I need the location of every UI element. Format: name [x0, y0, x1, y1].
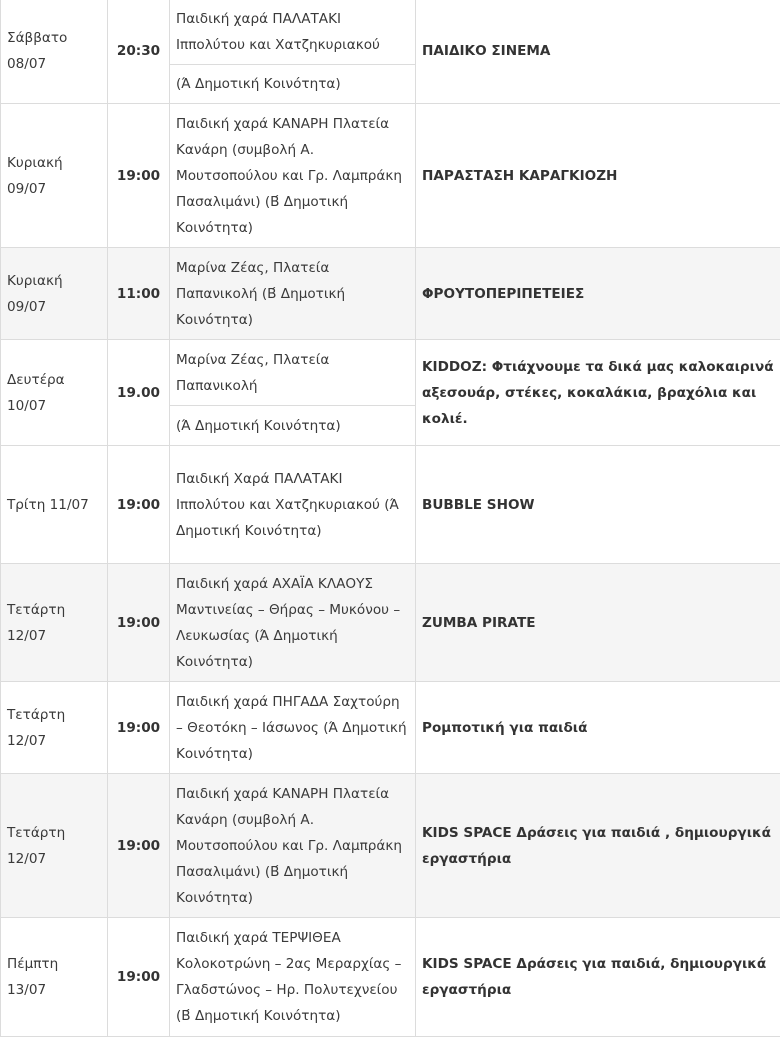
time-cell: 19:00 — [108, 682, 170, 774]
event-cell: KIDS SPACE Δράσεις για παιδιά , δημιουργικά εργαστήρια — [416, 774, 780, 918]
time-cell: 11:00 — [108, 248, 170, 340]
time-cell: 19:00 — [108, 774, 170, 918]
event-cell: ΦΡΟΥΤΟΠΕΡΙΠΕΤΕΙΕΣ — [416, 248, 780, 340]
table-row — [1, 918, 780, 1037]
place-cell: Παιδική χαρά ΠΑΛΑΤΑΚΙ Ιππολύτου και Χατζηκυριακού — [170, 0, 416, 65]
day-cell: Δευτέρα 10/07 — [1, 340, 108, 446]
table-row — [1, 0, 780, 65]
table-row — [1, 446, 780, 564]
time-cell: 19:00 — [108, 446, 170, 564]
table-row — [1, 682, 780, 774]
community-cell: (Ά Δημοτική Κοινότητα) — [170, 65, 416, 104]
time-cell: 19:00 — [108, 564, 170, 682]
community-cell: (Ά Δημοτική Κοινότητα) — [170, 406, 416, 446]
place-cell: Παιδική Χαρά ΠΑΛΑΤΑΚΙ Ιππολύτου και Χατζηκυριακού (Ά Δημοτική Κοινότητα) — [170, 446, 416, 564]
place-cell: Παιδική χαρά ΑΧΑΪΑ ΚΛΑΟΥΣ Μαντινείας – Θήρας – Μυκόνου – Λευκωσίας (Ά Δημοτική Κοινότητα) — [170, 564, 416, 682]
day-cell: Κυριακή 09/07 — [1, 104, 108, 248]
place-cell: Παιδική χαρά ΚΑΝΑΡΗ Πλατεία Κανάρη (συμβολή Α. Μουτσοπούλου και Γρ. Λαμπράκη Πασαλιμάνι) (Β́ Δημοτική Κοινότητα) — [170, 104, 416, 248]
table-row — [1, 104, 780, 248]
place-cell: Παιδική χαρά ΤΕΡΨΙΘΕΑ Κολοκοτρώνη – 2ας Μεραρχίας – Γλαδστώνος – Ηρ. Πολυτεχνείου (Β́ Δημοτική Κοινότητα) — [170, 918, 416, 1037]
table-row — [1, 774, 780, 918]
event-cell: Ρομποτική για παιδιά — [416, 682, 780, 774]
time-cell: 19.00 — [108, 340, 170, 446]
time-cell: 19:00 — [108, 918, 170, 1037]
place-cell: Μαρίνα Ζέας, Πλατεία Παπανικολή — [170, 340, 416, 406]
event-cell: KIDDOZ: Φτιάχνουμε τα δικά μας καλοκαιρινά αξεσουάρ, στέκες, κοκαλάκια, βραχόλια και κολιέ. — [416, 340, 780, 446]
day-cell: Τετάρτη 12/07 — [1, 774, 108, 918]
event-cell: ΠΑΡΑΣΤΑΣΗ ΚΑΡΑΓΚΙΟΖΗ — [416, 104, 780, 248]
day-cell: Τετάρτη 12/07 — [1, 564, 108, 682]
day-cell: Τρίτη 11/07 — [1, 446, 108, 564]
time-cell: 20:30 — [108, 0, 170, 104]
place-cell: Παιδική χαρά ΠΗΓΑΔΑ Σαχτούρη – Θεοτόκη – Ιάσωνος (Ά Δημοτική Κοινότητα) — [170, 682, 416, 774]
day-cell: Σάββατο 08/07 — [1, 0, 108, 104]
day-cell: Τετάρτη 12/07 — [1, 682, 108, 774]
event-cell: ΠΑΙΔΙΚΟ ΣΙΝΕΜΑ — [416, 0, 780, 104]
event-cell: BUBBLE SHOW — [416, 446, 780, 564]
time-cell: 19:00 — [108, 104, 170, 248]
place-cell: Μαρίνα Ζέας, Πλατεία Παπανικολή (Β́ Δημοτική Κοινότητα) — [170, 248, 416, 340]
table-row — [1, 248, 780, 340]
place-cell: Παιδική χαρά ΚΑΝΑΡΗ Πλατεία Κανάρη (συμβολή Α. Μουτσοπούλου και Γρ. Λαμπράκη Πασαλιμάνι) (Β́ Δημοτική Κοινότητα) — [170, 774, 416, 918]
event-cell: ZUMBA PIRATE — [416, 564, 780, 682]
day-cell: Πέμπτη 13/07 — [1, 918, 108, 1037]
table-row — [1, 564, 780, 682]
table-row — [1, 340, 780, 406]
day-cell: Κυριακή 09/07 — [1, 248, 108, 340]
event-cell: KIDS SPACE Δράσεις για παιδιά, δημιουργικά εργαστήρια — [416, 918, 780, 1037]
